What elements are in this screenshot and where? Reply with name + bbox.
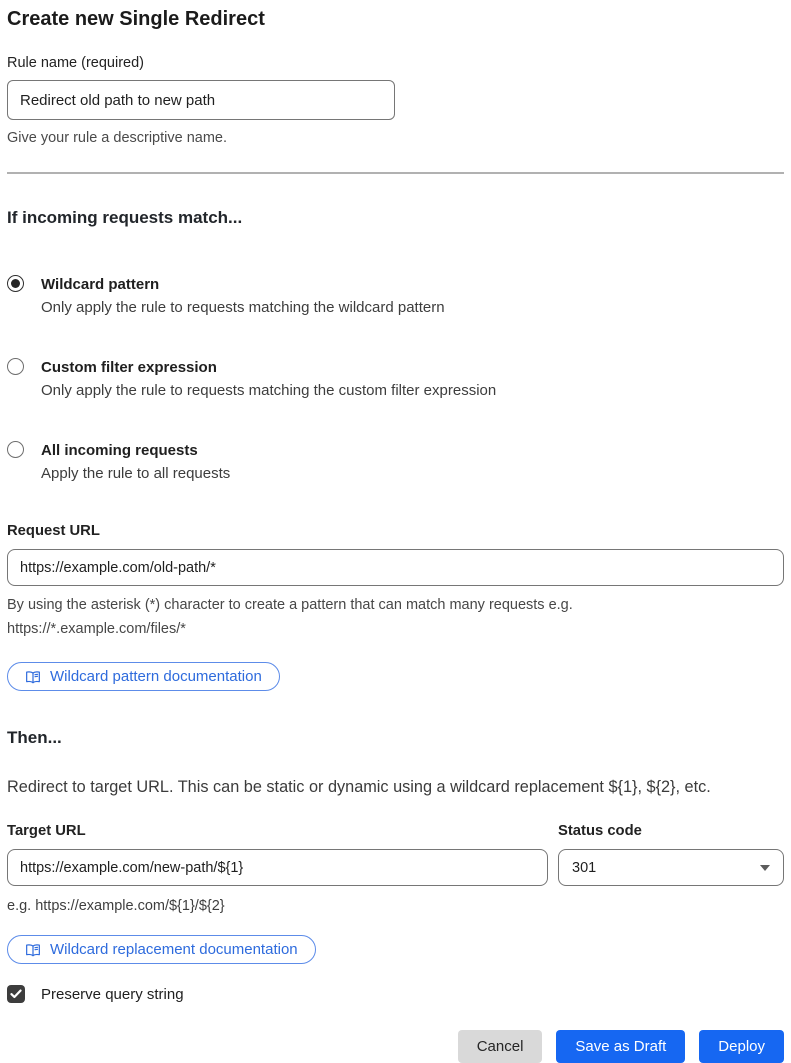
request-url-input[interactable] — [7, 549, 784, 586]
check-icon — [10, 989, 22, 999]
radio-option-custom-filter[interactable] — [7, 356, 784, 402]
then-section-description: Redirect to target URL. This can be static or dynamic using a wildcard replacement ${1}, ${2}, etc. — [7, 778, 711, 796]
target-url-input-value: https://example.com/new-path/${1} — [20, 859, 244, 876]
target-url-label: Target URL — [7, 823, 86, 839]
book-icon — [25, 670, 41, 684]
chevron-down-icon — [760, 865, 770, 871]
then-section-heading: Then... — [7, 728, 62, 747]
radio-icon — [7, 441, 24, 458]
deploy-button[interactable]: Deploy — [699, 1030, 784, 1063]
radio-option-description: Apply the rule to all requests — [41, 465, 231, 482]
cancel-button[interactable]: Cancel — [458, 1030, 543, 1063]
save-as-draft-button[interactable]: Save as Draft — [556, 1030, 685, 1063]
wildcard-replacement-doc-label: Wildcard replacement documentation — [50, 941, 298, 958]
wildcard-pattern-doc-label: Wildcard pattern documentation — [50, 668, 262, 685]
radio-option-description: Only apply the rule to requests matching the wildcard pattern — [41, 299, 445, 316]
radio-option-all-requests[interactable] — [7, 439, 784, 485]
preserve-query-checkbox[interactable] — [7, 985, 25, 1003]
target-url-input[interactable] — [7, 849, 548, 886]
match-type-radio-group — [7, 273, 784, 485]
rule-name-input[interactable] — [7, 80, 395, 120]
section-divider — [7, 172, 784, 174]
request-url-input-value: https://example.com/old-path/* — [20, 559, 216, 576]
wildcard-pattern-doc-button[interactable] — [7, 662, 280, 691]
status-code-label: Status code — [558, 823, 642, 839]
status-code-select[interactable] — [558, 849, 784, 886]
match-section-heading: If incoming requests match... — [7, 208, 243, 227]
rule-name-input-value: Redirect old path to new path — [20, 91, 216, 109]
preserve-query-row — [7, 985, 784, 1003]
request-url-helper: By using the asterisk (*) character to create a pattern that can match many requests e.g. https://*.example.com/files/* — [7, 597, 573, 637]
rule-name-label: Rule name (required) — [7, 55, 145, 71]
radio-option-description: Only apply the rule to requests matching the custom filter expression — [41, 382, 497, 399]
radio-option-label: All incoming requests — [41, 442, 198, 459]
wildcard-replacement-doc-button[interactable] — [7, 935, 316, 964]
rule-name-helper: Give your rule a descriptive name. — [7, 130, 228, 146]
target-url-helper: e.g. https://example.com/${1}/${2} — [7, 898, 225, 914]
preserve-query-label: Preserve query string — [41, 985, 184, 1003]
book-icon — [25, 943, 41, 957]
radio-option-label: Custom filter expression — [41, 359, 217, 376]
page-title: Create new Single Redirect — [7, 8, 265, 30]
request-url-label: Request URL — [7, 523, 100, 539]
target-row — [7, 822, 784, 918]
footer-actions — [7, 1030, 784, 1063]
radio-option-label: Wildcard pattern — [41, 276, 160, 293]
status-code-value: 301 — [572, 859, 597, 876]
radio-option-wildcard-pattern[interactable] — [7, 273, 784, 319]
radio-icon — [7, 358, 24, 375]
radio-icon — [7, 275, 24, 292]
